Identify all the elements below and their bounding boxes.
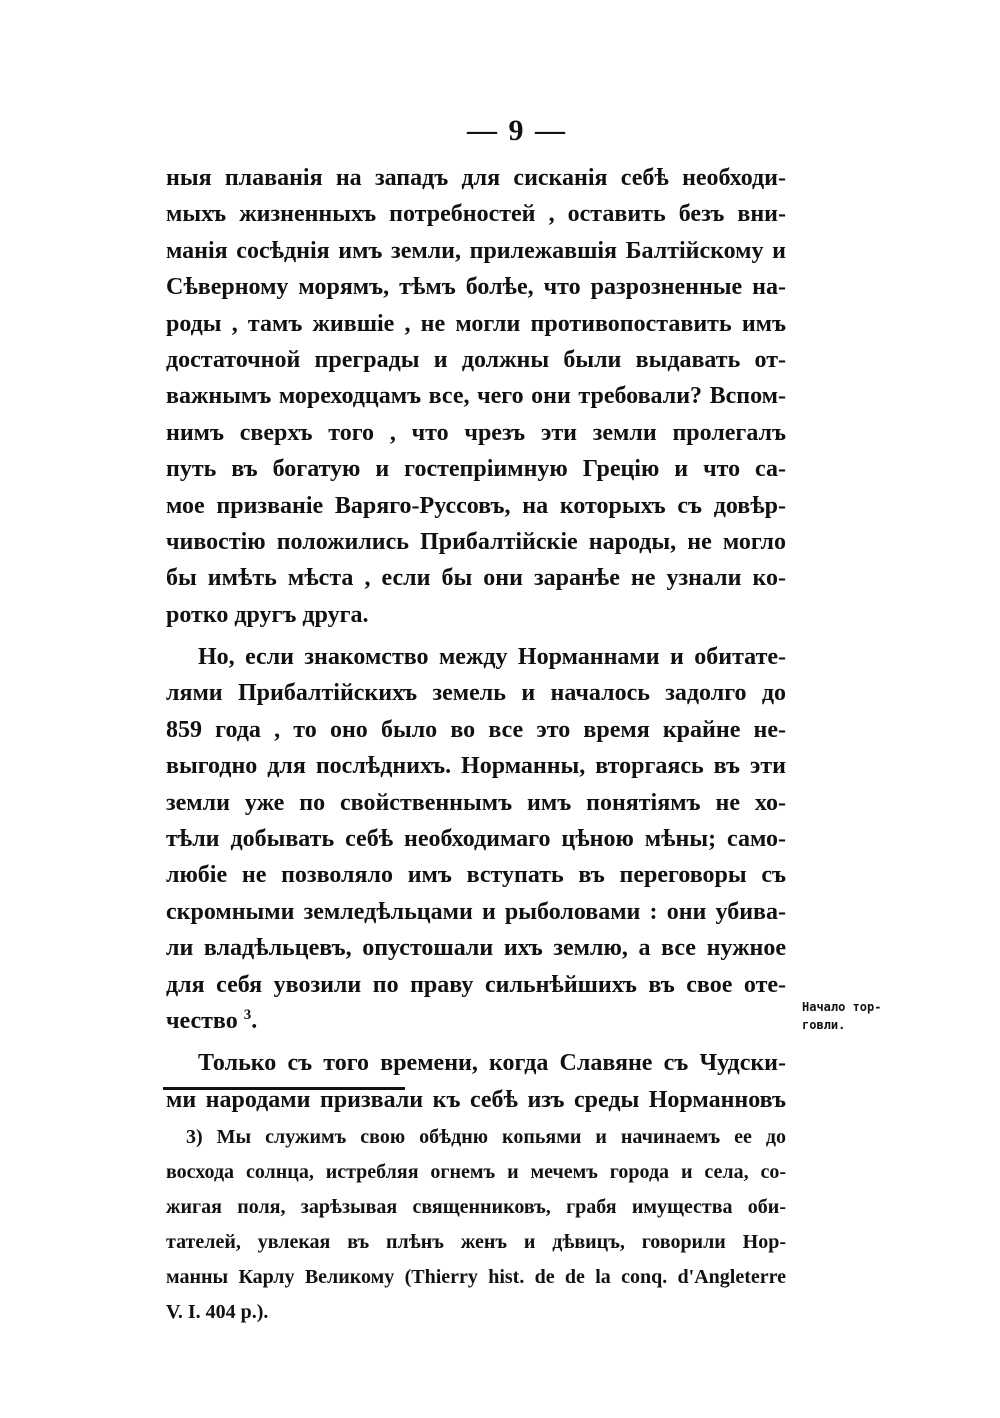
margin-note — [802, 998, 882, 1034]
text-line: путь въ богатую и гостепріимную Грецію и что са- — [166, 456, 786, 483]
margin-note-line: говли. — [802, 1018, 846, 1032]
text-line: бы имѣть мѣста , если бы они заранѣе не узнали ко- — [166, 565, 786, 592]
text-line: манія сосѣднія имъ земли, прилежавшія Балтійскому и — [166, 237, 786, 264]
page-number: — 9 — — [467, 114, 567, 147]
text-line: ми народами призвали къ себѣ изъ среды Норманновъ — [166, 1086, 786, 1113]
text-line: чивостію положились Прибалтійскіе народы, не могло — [166, 528, 786, 555]
footnote-line: V. I. 404 p.). — [166, 1301, 269, 1323]
paragraph-2 — [166, 639, 786, 1039]
text-line: ли владѣльцевъ, опустошали ихъ землю, а все нужное — [166, 935, 786, 962]
text-line: ротко другъ друга. — [166, 601, 369, 628]
paragraph-1 — [166, 160, 786, 633]
footnote-reference[interactable]: 3 — [243, 1006, 252, 1023]
footnote-line: восхода солнца, истребляя огнемъ и мечемъ города и села, со- — [166, 1161, 786, 1183]
text-line: лями Прибалтійскихъ земель и началось задолго до — [166, 680, 786, 707]
paragraph-3 — [166, 1045, 786, 1118]
footnote-line: жигая поля, зарѣзывая священниковъ, грабя имущества оби- — [166, 1196, 786, 1218]
text-line: Только съ того времени, когда Славяне съ Чудски- — [198, 1050, 786, 1077]
body-text — [166, 160, 786, 1118]
footnote-line: манны Карлу Великому (Thierry hist. de de la conq. d'Angleterre — [166, 1266, 786, 1288]
text-line: важнымъ мореходцамъ все, чего они требовали? Вспом- — [166, 383, 786, 410]
text-line: достаточной преграды и должны были выдавать от- — [166, 346, 786, 373]
text-line: Но, если знакомство между Норманнами и обитате- — [198, 644, 786, 671]
footnote-line: тателей, увлекая въ плѣнъ женъ и дѣвицъ, говорили Нор- — [166, 1231, 786, 1253]
text-line-end: чество — [166, 1007, 238, 1034]
text-line: любіе не позволяло имъ вступать въ переговоры съ — [166, 862, 786, 889]
text-line: роды , тамъ жившіе , не могли противопоставить имъ — [166, 310, 786, 337]
text-line: ныя плаванія на западъ для сисканія себѣ необходи- — [166, 165, 786, 191]
text-line: скромными земледѣльцами и рыболовами : они убива- — [166, 898, 786, 925]
footnote-line: 3) Мы служимъ свою обѣдню копьями и начинаемъ ее до — [186, 1126, 786, 1148]
text-line: выгодно для послѣднихъ. Норманны, вторгаясь въ эти — [166, 753, 786, 780]
text-line: нимъ сверхъ того , что чрезъ эти земли пролегалъ — [166, 419, 786, 446]
text-line: мыхъ жизненныхъ потребностей , оставить безъ вни- — [166, 201, 786, 228]
text-line: мое призваніе Варяго-Руссовъ, на которыхъ съ довѣр- — [166, 492, 786, 519]
text-line: земли уже по свойственнымъ имъ понятіямъ не хо- — [166, 789, 786, 816]
text-line: для себя увозили по праву сильнѣйшихъ въ свое оте- — [166, 971, 786, 998]
margin-note-line: Начало тор- — [802, 1000, 882, 1014]
text-line: чество $^3$. — [166, 1006, 258, 1034]
text-line: Сѣверному морямъ, тѣмъ болѣе, что разрозненные на- — [166, 274, 786, 301]
text-line: тѣли добывать себѣ необходимаго цѣною мѣны; само- — [166, 826, 786, 853]
footnote — [166, 1120, 786, 1330]
footnote-divider — [163, 1087, 405, 1090]
text-line: 859 года , то оно было во все это время крайне не- — [166, 716, 786, 743]
